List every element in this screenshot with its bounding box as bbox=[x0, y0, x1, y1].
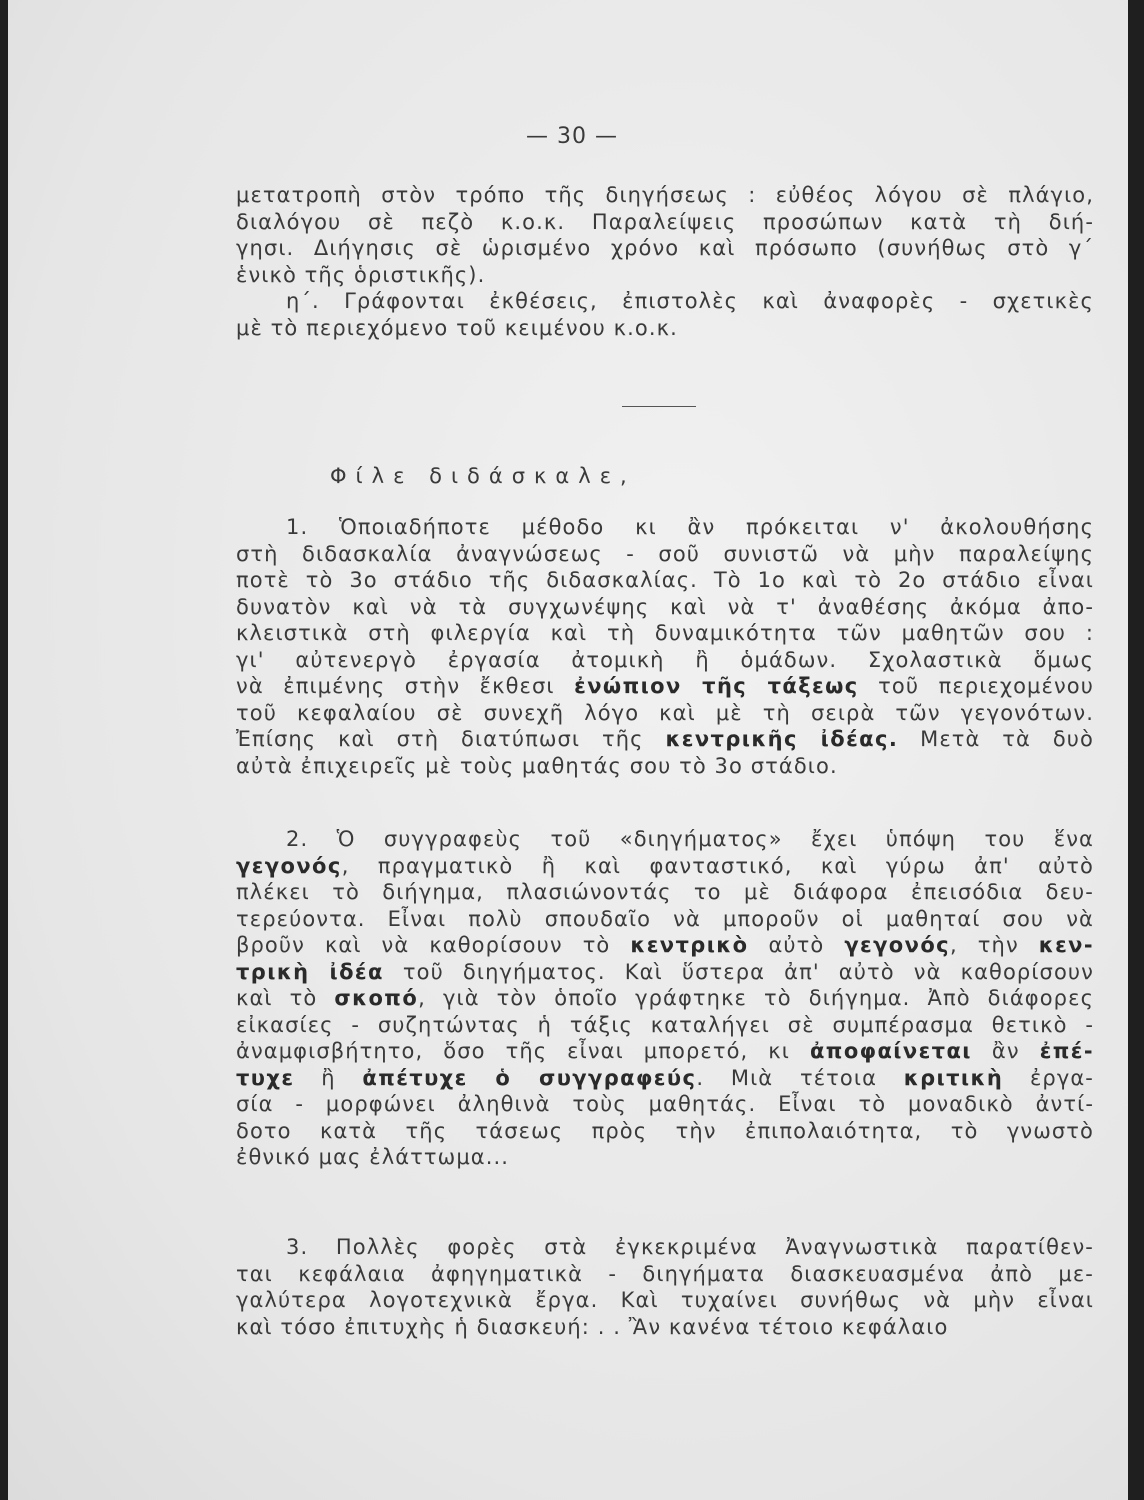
emphasis-text: ἐπέ- bbox=[1039, 1039, 1094, 1063]
text-line: ἀναμφισβήτητο, ὅσο τῆς εἶναι μπορετό, κι ἀποφαίνεται ἂν ἐπέ- bbox=[236, 1039, 1094, 1063]
text-line: δοτο κατὰ τῆς τάσεως πρὸς τὴν ἐπιπολαιότητα, τὸ γνωστὸ bbox=[236, 1118, 1094, 1143]
text-line: 1. Ὁποιαδήποτε μέθοδο κι ἂν πρόκειται ν' ἀκολουθήσης bbox=[286, 515, 1094, 539]
paragraph-2 bbox=[236, 826, 1094, 1171]
emphasis-text: σκοπό bbox=[334, 986, 419, 1010]
emphasis-text: ἀπέτυχε ὁ συγγραφεύς bbox=[362, 1065, 697, 1090]
text-line: στὴ διδασκαλία ἀναγνώσεως - σοῦ συνιστῶ νὰ μὴν παραλείψης bbox=[236, 541, 1094, 566]
paragraph-1 bbox=[236, 514, 1094, 779]
emphasis-text: κριτικὴ bbox=[903, 1065, 1004, 1090]
page-number: — 30 — bbox=[526, 124, 618, 149]
text-line: πλέκει τὸ διήγημα, πλασιώνοντάς το μὲ διάφορα ἐπεισόδια δευ- bbox=[236, 880, 1094, 904]
paragraph-3 bbox=[236, 1234, 1094, 1340]
emphasis-text: κεντρικὸ bbox=[630, 933, 749, 957]
text-line: ἐθνικό μας ἐλάττωμα... bbox=[236, 1145, 510, 1169]
text-line: σία - μορφώνει ἀληθινὰ τοὺς μαθητάς. Εἶναι τὸ μοναδικὸ ἀντί- bbox=[236, 1092, 1094, 1116]
emphasis-text: τυχε bbox=[236, 1065, 295, 1090]
text-line: 3. Πολλὲς φορὲς στὰ ἐγκεκριμένα Ἀναγνωστικὰ παρατίθεν- bbox=[286, 1235, 1094, 1259]
text-line: αὐτὰ ἐπιχειρεῖς μὲ τοὺς μαθητάς σου τὸ 3ο στάδιο. bbox=[236, 753, 838, 778]
text-line: καὶ τόσο ἐπιτυχὴς ἡ διασκευή: . . Ἂν κανένα τέτοιο κεφάλαιο bbox=[236, 1314, 949, 1339]
text-line: τυχε ἢ ἀπέτυχε ὁ συγγραφεύς. Μιὰ τέτοια κριτικὴ ἐργα- bbox=[236, 1065, 1094, 1090]
salutation: Φίλε διδάσκαλε, bbox=[330, 464, 636, 488]
text-line: μετατροπὴ στὸν τρόπο τῆς διηγήσεως : εὐθέος λόγου σὲ πλάγιο, bbox=[236, 183, 1094, 207]
emphasis-text: ἐνώπιον τῆς τάξεως bbox=[574, 674, 859, 698]
text-line: διαλόγου σὲ πεζὸ κ.ο.κ. Παραλείψεις προσώπων κατὰ τὴ διή- bbox=[236, 209, 1094, 234]
text-line: Ἐπίσης καὶ στὴ διατύπωσι τῆς κεντρικῆς ἰδέας. Μετὰ τὰ δυὸ bbox=[236, 727, 1095, 751]
text-line: τοῦ κεφαλαίου σὲ συνεχῆ λόγο καὶ μὲ τὴ σειρὰ τῶν γεγονότων. bbox=[236, 700, 1094, 725]
text-line: γαλύτερα λογοτεχνικὰ ἔργα. Καὶ τυχαίνει συνήθως νὰ μὴν εἶναι bbox=[236, 1288, 1094, 1312]
text-line: εἰκασίες - συζητώντας ἡ τάξις καταλήγει σὲ συμπέρασμα θετικὸ - bbox=[236, 1012, 1094, 1037]
emphasis-text: γεγονός bbox=[844, 933, 951, 957]
text-line: γι' αὐτενεργὸ ἐργασία ἀτομικὴ ἢ ὁμάδων. Σχολαστικὰ ὅμως bbox=[236, 647, 1094, 672]
section-separator bbox=[622, 406, 696, 407]
text-line: καὶ τὸ σκοπό, γιὰ τὸν ὁποῖο γράφτηκε τὸ διήγημα. Ἀπὸ διάφορες bbox=[236, 986, 1094, 1010]
emphasis-text: ἀποφαίνεται bbox=[809, 1039, 972, 1063]
emphasis-text: κεντρικῆς ἰδέας. bbox=[665, 727, 899, 751]
text-line: ποτὲ τὸ 3ο στάδιο τῆς διδασκαλίας. Τὸ 1ο καὶ τὸ 2ο στάδιο εἶναι bbox=[236, 568, 1094, 592]
text-line: βροῦν καὶ νὰ καθορίσουν τὸ κεντρικὸ αὐτὸ γεγονός, τὴν κεν- bbox=[236, 933, 1094, 957]
text-line: νὰ ἐπιμένης στὴν ἔκθεσι ἐνώπιον τῆς τάξεως τοῦ περιεχομένου bbox=[236, 674, 1094, 698]
text-line: γεγονός, πραγματικὸ ἢ καὶ φανταστικό, καὶ γύρω ἀπ' αὐτὸ bbox=[236, 853, 1094, 878]
emphasis-text: τρικὴ ἰδέα bbox=[236, 959, 384, 984]
text-line: ἑνικὸ τῆς ὁριστικῆς). bbox=[236, 262, 486, 287]
text-line: 2. Ὁ συγγραφεὺς τοῦ «διηγήματος» ἔχει ὑπόψη του ἕνα bbox=[286, 827, 1094, 851]
emphasis-text: κεν- bbox=[1038, 933, 1094, 957]
text-line: η΄. Γράφονται ἐκθέσεις, ἐπιστολὲς καὶ ἀναφορὲς - σχετικὲς bbox=[286, 289, 1094, 313]
text-line: γησι. Διήγησις σὲ ὡρισμένο χρόνο καὶ πρόσωπο (συνήθως στὸ γ΄ bbox=[236, 236, 1094, 260]
text-line: κλειστικὰ στὴ φιλεργία καὶ τὴ δυναμικότητα τῶν μαθητῶν σου : bbox=[236, 621, 1094, 645]
text-line: τερεύοντα. Εἶναι πολὺ σπουδαῖο νὰ μποροῦν οἱ μαθηταί σου νὰ bbox=[236, 906, 1094, 931]
text-line: ται κεφάλαια ἀφηγηματικὰ - διηγήματα διασκευασμένα ἀπὸ με- bbox=[236, 1261, 1094, 1286]
text-line: μὲ τὸ περιεχόμενο τοῦ κειμένου κ.ο.κ. bbox=[236, 315, 678, 340]
text-line: δυνατὸν καὶ νὰ τὰ συγχωνέψης καὶ νὰ τ' ἀναθέσης ἀκόμα ἀπο- bbox=[236, 594, 1094, 619]
emphasis-text: γεγονός bbox=[236, 853, 342, 878]
top-block bbox=[236, 182, 1094, 341]
text-line: τρικὴ ἰδέα τοῦ διηγήματος. Καὶ ὕστερα ἀπ' αὐτὸ νὰ καθορίσουν bbox=[236, 959, 1094, 984]
